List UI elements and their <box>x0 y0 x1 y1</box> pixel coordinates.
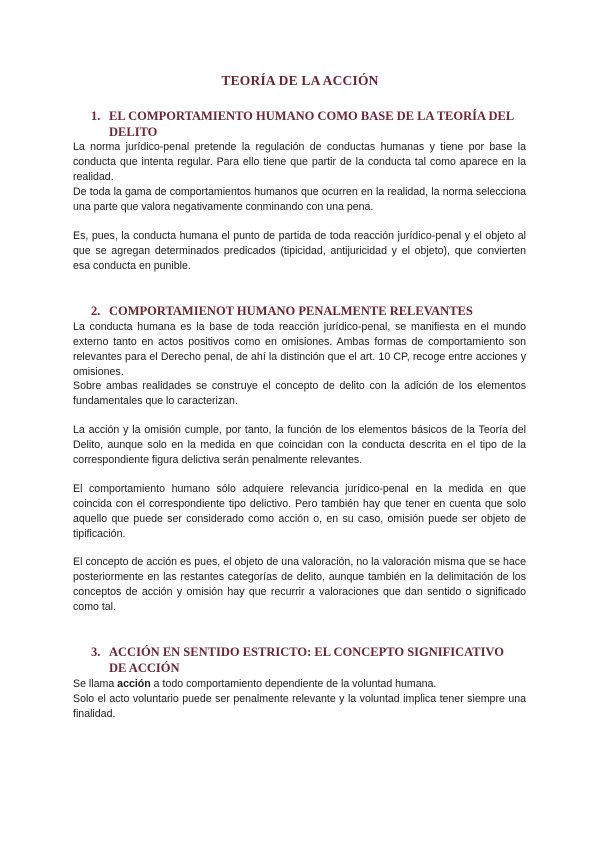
section-2-number: 2. <box>91 304 101 318</box>
section-3-title: ACCIÓN EN SENTIDO ESTRICTO: EL CONCEPTO SIGNIFICATIVO DE ACCIÓN <box>109 645 504 675</box>
section-1-paragraph-2: De toda la gama de comportamientos humanos que ocurren en la realidad, la norma selecciona una parte que valora negativamente conminando con una pena. <box>73 186 526 214</box>
section-2-title: COMPORTAMIENOT HUMANO PENALMENTE RELEVANTES <box>109 304 473 318</box>
section-3-heading <box>91 644 521 676</box>
section-3-paragraph-1-end: a todo comportamiento dependiente de la voluntad humana. <box>150 678 437 690</box>
section-2-paragraph-5: El concepto de acción es pues, el objeto de una valoración, no la valoración misma que se hace posteriormente en las restantes categorías de delito, aunque también en la delimitación de los conceptos de acción y omisión hay que recurrir a valoraciones que dan sentido o significado como tal. <box>73 556 526 614</box>
section-3-paragraph-2: Solo el acto voluntario puede ser penalmente relevante y la voluntad implica tener siempre una finalidad. <box>73 693 526 721</box>
section-2-paragraph-1: La conducta humana es la base de toda reacción jurídico-penal, se manifiesta en el mundo externo tanto en actos positivos como en omisiones. Ambas formas de comportamiento son relevantes para el Derecho penal, de ahí la distinción que el art. 10 CP, recoge entre acciones y omisiones. <box>73 321 526 379</box>
section-3-paragraph-1 <box>73 677 526 692</box>
section-3-paragraph-1-start: Se llama <box>73 678 118 690</box>
section-1-number: 1. <box>91 109 101 123</box>
section-2-heading <box>91 303 521 319</box>
section-3-number: 3. <box>91 645 101 659</box>
document-title: TEORÍA DE LA ACCIÓN <box>221 73 379 88</box>
section-1-paragraph-1: La norma jurídico-penal pretende la regulación de conductas humanas y tiene por base la conducta que intenta regular. Para ello tiene que partir de la conducta tal como aparece en la realidad. <box>73 141 526 184</box>
section-1-heading <box>91 108 521 140</box>
section-2-paragraph-3: La acción y la omisión cumple, por tanto, la función de los elementos básicos de la Teoría del Delito, aunque solo en la medida en que coincidan con la conducta descrita en el tipo de la correspondiente figura delictiva serán penalmente relevantes. <box>73 424 526 467</box>
section-2-paragraph-2: Sobre ambas realidades se construye el concepto de delito con la adición de los elementos fundamentales que lo caracterizan. <box>73 380 526 408</box>
accion-term: acción <box>117 678 151 690</box>
section-1-paragraph-3: Es, pues, la conducta humana el punto de partida de toda reacción jurídico-penal y el objeto al que se agregan determinados predicados (tipicidad, antijuricidad y el objeto), que convierten esa conducta en punible. <box>73 230 526 273</box>
section-1-title: EL COMPORTAMIENTO HUMANO COMO BASE DE LA TEORÍA DEL DELITO <box>109 109 514 139</box>
section-2-paragraph-4: El comportamiento humano sólo adquiere relevancia jurídico-penal en la medida en que coincida con el correspondiente tipo delictivo. Pero también hay que tener en cuenta que solo aquello que puede ser considerado como acción o, en su caso, omisión puede ser objeto de tipificación. <box>73 483 526 541</box>
